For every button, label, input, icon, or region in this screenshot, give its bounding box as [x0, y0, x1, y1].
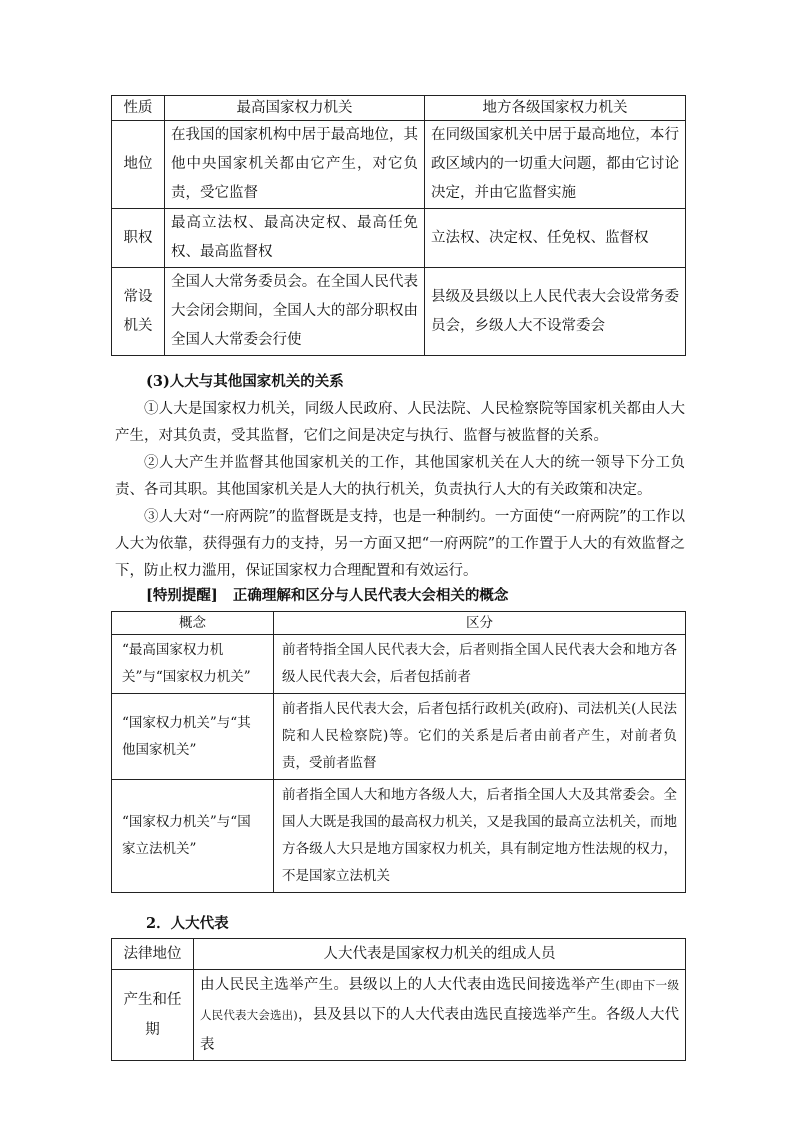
table-header-row	[112, 96, 686, 121]
section-heading-relations: (3)人大与其他国家机关的关系	[146, 373, 344, 390]
election-term-text-a: 由人民民主选举产生。县级以上的人大代表由选民间接选举产生	[200, 977, 616, 993]
distinction-cell: 前者指人民代表大会，后者包括行政机关(政府)、司法机关(人民法院和人民检察院)等。它们的关系是后者由前者产生，对前者负责，受前者监督	[274, 694, 686, 780]
cell-highest-standing-body: 全国人大常务委员会。在全国人民代表大会闭会期间，全国人大的部分职权由全国人大常委会行使	[165, 268, 425, 356]
cell-election-term	[194, 970, 686, 1061]
state-power-comparison-table	[111, 95, 686, 356]
deputy-table	[111, 938, 686, 1061]
special-reminder	[146, 582, 716, 609]
paragraph-relation-2: ②人大产生并监督其他国家机关的工作，其他国家机关在人大的统一领导下分工负责、各司其职。其他国家机关是人大的执行机关，负责执行人大的有关政策和决定。	[115, 455, 685, 498]
table-row	[112, 268, 686, 356]
concept-distinction-table	[111, 611, 686, 893]
cell-legal-status: 人大代表是国家权力机关的组成人员	[194, 939, 686, 970]
concept-cell: “国家权力机关”与“国家立法机关”	[112, 780, 274, 893]
row-label-powers: 职权	[112, 209, 165, 268]
distinction-cell: 前者指全国人大和地方各级人大，后者指全国人大及其常委会。全国人大既是我国的最高权力机关，又是我国的最高立法机关，而地方各级人大只是地方国家权力机关，具有制定地方性法规的权力，不是国家立法机关	[274, 780, 686, 893]
cell-local-status: 在同级国家机关中居于最高地位，本行政区域内的一切重大问题，都由它讨论决定，并由它监督实施	[425, 121, 686, 209]
table-row	[112, 209, 686, 268]
paragraph-relation-3: ③人大对“一府两院”的监督既是支持，也是一种制约。一方面使“一府两院”的工作以人大为依靠，获得强有力的支持，另一方面又把“一府两院”的工作置于人大的有效监督之下，防止权力滥用，保证国家权力合理配置和有效运行。	[115, 509, 685, 579]
election-term-text-b: ，县及县以下的人大代表由选民直接选举产生。各级人大代表	[200, 1007, 679, 1053]
special-reminder-tag: [特别提醒]	[146, 587, 218, 604]
cell-highest-powers: 最高立法权、最高决定权、最高任免权、最高监督权	[165, 209, 425, 268]
header-local-organ: 地方各级国家权力机关	[425, 96, 686, 121]
table-row	[112, 780, 686, 893]
election-term-note: (即由下一级人民代表大会选出)	[200, 978, 679, 1022]
header-highest-organ: 最高国家权力机关	[165, 96, 425, 121]
concept-cell: “国家权力机关”与“其他国家机关”	[112, 694, 274, 780]
concept-cell: “最高国家权力机关”与“国家权力机关”	[112, 635, 274, 694]
header-nature: 性质	[112, 96, 165, 121]
row-label-election-term: 产生和任期	[112, 970, 194, 1061]
table-row	[112, 121, 686, 209]
cell-local-standing-body: 县级及县级以上人民代表大会设常务委员会，乡级人大不设常委会	[425, 268, 686, 356]
row-label-legal-status: 法律地位	[112, 939, 194, 970]
table-row	[112, 939, 686, 970]
table-row	[112, 970, 686, 1061]
paragraph-relation-1: ①人大是国家权力机关，同级人民政府、人民法院、人民检察院等国家机关都由人大产生，对其负责，受其监督，它们之间是决定与执行、监督与被监督的关系。	[115, 401, 685, 444]
cell-local-powers: 立法权、决定权、任免权、监督权	[425, 209, 686, 268]
table-row	[112, 694, 686, 780]
table-header-row	[112, 612, 686, 635]
table-row	[112, 635, 686, 694]
section-heading-deputies: 2．人大代表	[146, 915, 229, 932]
special-reminder-title: 正确理解和区分与人民代表大会相关的概念	[232, 587, 509, 604]
cell-highest-status: 在我国的国家机构中居于最高地位，其他中央国家机关都由它产生，对它负责，受它监督	[165, 121, 425, 209]
distinction-cell: 前者特指全国人民代表大会，后者则指全国人民代表大会和地方各级人民代表大会，后者包括前者	[274, 635, 686, 694]
row-label-status: 地位	[112, 121, 165, 209]
header-distinction: 区分	[274, 612, 686, 635]
header-concept: 概念	[112, 612, 274, 635]
row-label-standing-body: 常设机关	[112, 268, 165, 356]
